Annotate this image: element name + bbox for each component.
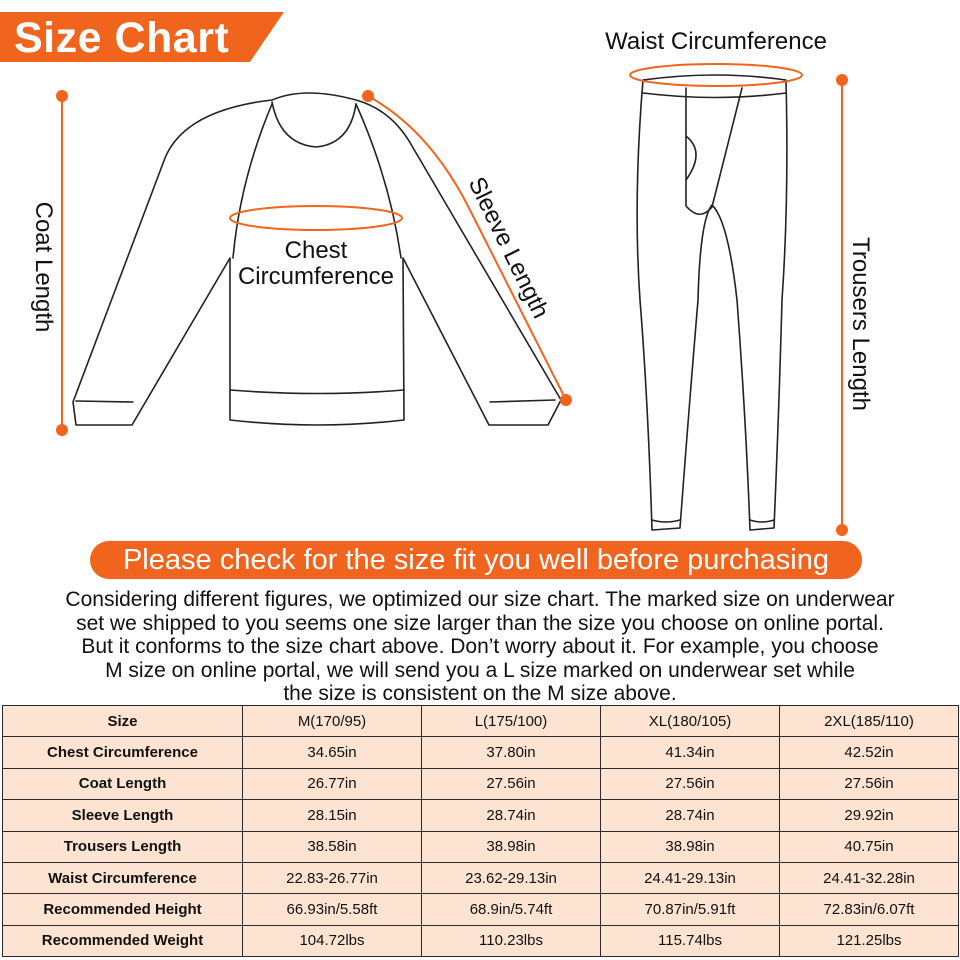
table-cell: 115.74lbs	[601, 925, 780, 956]
table-cell: L(175/100)	[422, 706, 601, 737]
coat-length-dot-top	[56, 90, 68, 102]
table-cell: 70.87in/5.91ft	[601, 894, 780, 925]
notice-text: Please check for the size fit you well before purchasing	[122, 544, 830, 576]
table-cell: 42.52in	[780, 737, 959, 768]
coat-length-label: Coat Length	[30, 201, 57, 333]
table-cell: 38.98in	[422, 831, 601, 862]
table-cell: M(170/95)	[243, 706, 422, 737]
row-header: Chest Circumference	[3, 737, 243, 768]
table-cell: 110.23lbs	[422, 925, 601, 956]
size-table	[2, 705, 959, 957]
shirt-hem	[230, 390, 404, 394]
table-cell: 66.93in/5.58ft	[243, 894, 422, 925]
row-header: Recommended Height	[3, 894, 243, 925]
row-header: Trousers Length	[3, 831, 243, 862]
table-cell: 28.74in	[601, 800, 780, 831]
table-cell: 27.56in	[780, 768, 959, 799]
description-line: But it conforms to the size chart above. Don’t worry about it. For example, you choose	[81, 635, 879, 659]
table-cell: 2XL(185/110)	[780, 706, 959, 737]
table-cell: 41.34in	[601, 737, 780, 768]
row-header: Waist Circumference	[3, 862, 243, 893]
table-row	[3, 800, 959, 831]
trousers-length-dot-bottom	[836, 524, 848, 536]
table-cell: 34.65in	[243, 737, 422, 768]
table-row	[3, 737, 959, 768]
table-row	[3, 894, 959, 925]
row-header: Size	[3, 706, 243, 737]
pants-waistband	[643, 93, 786, 98]
table-row	[3, 862, 959, 893]
sleeve-length-dot-top	[362, 90, 374, 102]
pants-fly	[686, 88, 742, 214]
pants-pocket	[686, 136, 696, 180]
table-cell: 22.83-26.77in	[243, 862, 422, 893]
table-cell: 104.72lbs	[243, 925, 422, 956]
row-header: Coat Length	[3, 768, 243, 799]
table-cell: 38.98in	[601, 831, 780, 862]
waist-label: Waist Circumference	[605, 28, 827, 55]
table-row	[3, 831, 959, 862]
table-cell: 27.56in	[422, 768, 601, 799]
trousers-length-dot-top	[836, 74, 848, 86]
description-line: M size on online portal, we will send you a L size marked on underwear set while	[105, 658, 855, 682]
table-cell: 68.9in/5.74ft	[422, 894, 601, 925]
table-cell: 38.58in	[243, 831, 422, 862]
table-cell: 24.41-29.13in	[601, 862, 780, 893]
table-cell: 40.75in	[780, 831, 959, 862]
table-cell: 24.41-32.28in	[780, 862, 959, 893]
table-cell: 28.15in	[243, 800, 422, 831]
table-cell: 26.77in	[243, 768, 422, 799]
description-line: Considering different figures, we optimized our size chart. The marked size on underwear	[65, 588, 895, 611]
chest-ellipse	[230, 206, 402, 230]
table-row	[3, 925, 959, 956]
pants-cuff-right	[750, 520, 774, 522]
shirt-raglan-right	[356, 104, 401, 258]
table-cell: 27.56in	[601, 768, 780, 799]
chest-label-line2: Circumference	[237, 263, 395, 290]
shirt-collar	[272, 102, 356, 147]
pants-cuff-left	[652, 520, 680, 522]
table-cell: 72.83in/6.07ft	[780, 894, 959, 925]
sleeve-length-label: Sleeve Length	[462, 172, 555, 323]
description-line: set we shipped to you seems one size larger than the size you choose on online portal.	[76, 611, 884, 635]
trousers-length-label: Trousers Length	[847, 237, 874, 411]
pants-outline	[637, 75, 787, 530]
coat-length-dot-bottom	[56, 424, 68, 436]
table-cell: 29.92in	[780, 800, 959, 831]
row-header: Recommended Weight	[3, 925, 243, 956]
table-cell: 28.74in	[422, 800, 601, 831]
chest-label-line1: Chest	[284, 237, 348, 264]
table-row	[3, 768, 959, 799]
sleeve-length-dot-bottom	[560, 394, 572, 406]
shirt-cuff-left	[76, 401, 133, 402]
table-cell: 37.80in	[422, 737, 601, 768]
shirt-raglan-left	[233, 104, 272, 258]
page-title: Size Chart	[14, 14, 230, 62]
shirt-cuff-right	[490, 400, 555, 402]
table-cell: 23.62-29.13in	[422, 862, 601, 893]
row-header: Sleeve Length	[3, 800, 243, 831]
table-cell: 121.25lbs	[780, 925, 959, 956]
table-cell: XL(180/105)	[601, 706, 780, 737]
description	[10, 588, 950, 706]
table-row	[3, 706, 959, 737]
description-line: the size is consistent on the M size above.	[283, 682, 677, 706]
sleeve-length-line	[368, 96, 566, 400]
